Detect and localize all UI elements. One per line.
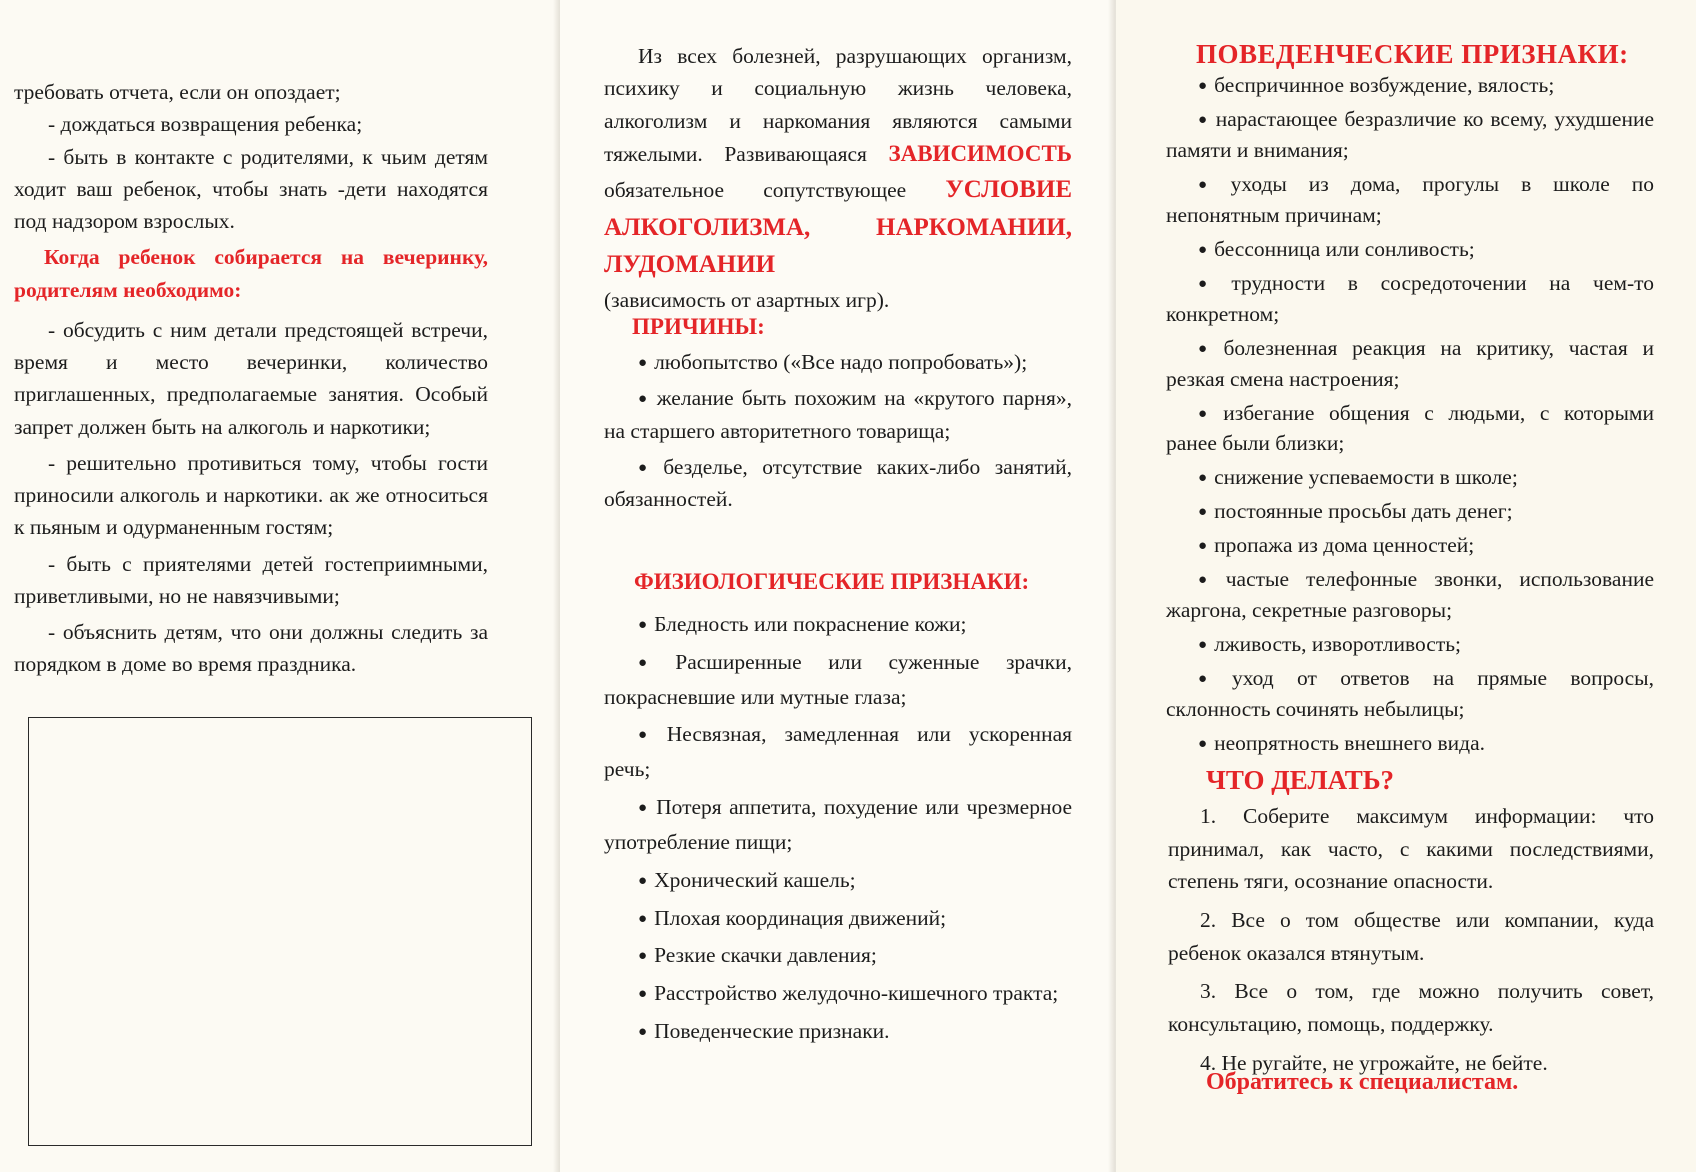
todo-item-4: 4. Не ругайте, не угрожайте, не бейте. — [1200, 1050, 1548, 1075]
behav-item-4: ● бессонница или сонливость; — [1198, 236, 1475, 261]
behav-item-3: ● уходы из дома, прогулы в школе по непонятным причинам; — [1166, 171, 1655, 227]
causes-heading: ПРИЧИНЫ: — [632, 314, 765, 339]
todo-item-2: 2. Все о том обществе или компании, куда ребенок оказался втянутым. — [1168, 908, 1654, 965]
party-item-3: - быть с приятелями детей гостеприимными, приветливыми, но не навязчивыми; — [14, 551, 488, 608]
phys-item-7: ● Резкие скачки давления; — [638, 943, 877, 968]
phys-item-6: ● Плохая координация движений; — [638, 905, 947, 930]
party-item-1: - обсудить с ним детали предстоящей встречи, время и место вечеринки, количество приглашенных, предполагаемые занятия. Особый запрет должен быть на алкоголь и наркотики; — [14, 317, 488, 439]
behav-item-1: ● беспричинное возбуждение, вялость; — [1198, 73, 1555, 97]
party-heading: Когда ребенок собирается на вечеринку, родителям необходимо: — [14, 245, 488, 302]
intro-text: Из всех болезней, разрушающих организм, психику и социальную жизнь человека, алкоголизм и наркомания являются самыми тяжелыми. Развивающаяся — [604, 44, 1072, 166]
behav-item-12: ● лживость, изворотливость; — [1198, 632, 1462, 657]
party-item-2: - решительно противиться тому, чтобы гости приносили алкоголь и наркотики. ак же относиться к пьяным и одурманенным гостям; — [14, 450, 488, 540]
intro-red-dependency: ЗАВИСИМОСТЬ — [888, 140, 1072, 166]
phys-item-2: ● Расширенные или суженные зрачки, покрасневшие или мутные глаза; — [604, 649, 1073, 709]
phys-item-9: ● Поведенческие признаки. — [638, 1019, 890, 1044]
causes-list — [604, 346, 1072, 515]
cause-3: ● безделье, отсутствие каких-либо занятий, обязанностей. — [604, 454, 1073, 511]
behav-item-10: ● пропажа из дома ценностей; — [1198, 533, 1475, 558]
intro-text-2: обязательное сопутствующее — [604, 178, 946, 203]
left-panel — [0, 0, 560, 1172]
middle-intro — [604, 40, 1072, 316]
todo-item-3: 3. Все о том, где можно получить совет, консультацию, помощь, поддержку. — [1168, 979, 1654, 1037]
left-text-block — [14, 76, 488, 681]
behav-list — [1166, 70, 1654, 759]
phys-item-1: ● Бледность или покраснение кожи; — [638, 612, 967, 636]
phys-item-8: ● Расстройство желудочно-кишечного тракта; — [638, 981, 1059, 1006]
behav-item-9: ● постоянные просьбы дать денег; — [1198, 499, 1513, 524]
behav-item-13: ● уход от ответов на прямые вопросы, склонность сочинять небылицы; — [1166, 666, 1655, 722]
phys-item-4: ● Потеря аппетита, похудение или чрезмерное употребление пищи; — [604, 795, 1072, 854]
phys-item-5: ● Хронический кашель; — [638, 867, 856, 892]
cause-2: ● желание быть похожим на «крутого парня», на старшего авторитетного товарища; — [604, 386, 1072, 443]
closing-call: Обратитесь к специалистам. — [1206, 1069, 1519, 1095]
phys-item-3: ● Несвязная, замедленная или ускоренная речь; — [604, 722, 1073, 782]
middle-panel — [560, 0, 1116, 1172]
todo-heading: ЧТО ДЕЛАТЬ? — [1206, 765, 1395, 795]
intro-end: (зависимость от азартных игр). — [604, 287, 890, 312]
phys-list — [604, 607, 1072, 1049]
right-panel — [1116, 0, 1696, 1172]
behav-item-6: ● болезненная реакция на критику, частая и резкая смена настроения; — [1166, 335, 1654, 391]
party-item-4: - объяснить детям, что они должны следить за порядком в доме во время праздника. — [14, 620, 488, 677]
intro-red-condition: УСЛОВИЕ АЛКОГОЛИЗМА, НАРКОМАНИИ, ЛУДОМАНИИ — [604, 176, 1072, 279]
phys-heading: ФИЗИОЛОГИЧЕСКИЕ ПРИЗНАКИ: — [634, 569, 1030, 594]
left-line-2: - дождаться возвращения ребенка; — [48, 112, 363, 137]
empty-frame — [28, 717, 532, 1146]
behav-item-11: ● частые телефонные звонки, использование жаргона, секретные разговоры; — [1166, 567, 1655, 623]
behav-heading: ПОВЕДЕНЧЕСКИЕ ПРИЗНАКИ: — [1196, 39, 1629, 69]
left-line-3: - быть в контакте с родителями, к чьим детям ходит ваш ребенок, чтобы знать -дети находятся под надзором взрослых. — [14, 144, 488, 233]
todo-list — [1168, 800, 1654, 1079]
behav-item-7: ● избегание общения с людьми, с которыми ранее были близки; — [1166, 400, 1655, 456]
left-line-1: требовать отчета, если он опоздает; — [14, 80, 341, 104]
todo-item-1: 1. Соберите максимум информации: что принимал, как часто, с какими последствиями, степень тяги, осознание опасности. — [1168, 804, 1654, 894]
behav-item-14: ● неопрятность внешнего вида. — [1198, 731, 1486, 756]
cause-1: ● любопытство («Все надо попробовать»); — [638, 350, 1028, 374]
behav-item-5: ● трудности в сосредоточении на чем-то конкретном; — [1166, 270, 1655, 326]
behav-item-8: ● снижение успеваемости в школе; — [1198, 465, 1518, 490]
behav-item-2: ● нарастающее безразличие ко всему, ухудшение памяти и внимания; — [1166, 106, 1654, 162]
